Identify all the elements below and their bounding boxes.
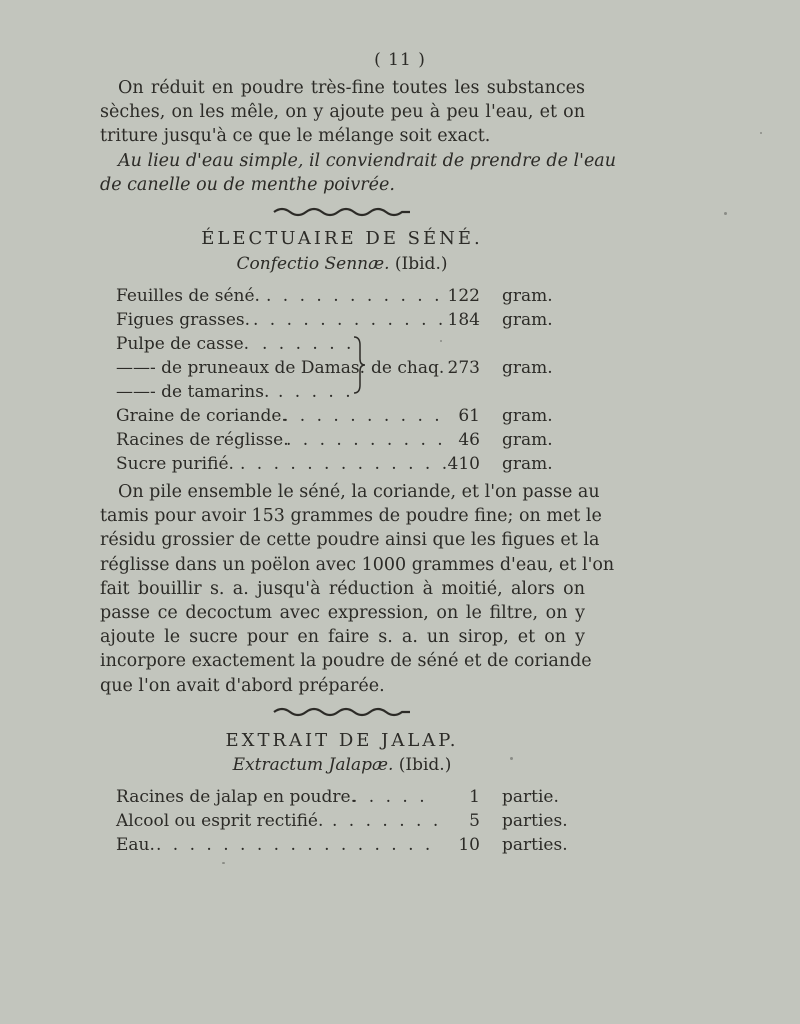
- ingredient-name: Figues grasses.: [116, 310, 251, 330]
- ingredient-row: [116, 380, 548, 404]
- paper-speck: [222, 862, 225, 864]
- leader-dots: . . . . . . .: [332, 811, 442, 831]
- ingredient-name: Eau.: [116, 835, 155, 855]
- ingredient-unit: parties.: [502, 811, 568, 831]
- paper-speck: [724, 212, 727, 215]
- ingredient-name: Racines de réglisse.: [116, 430, 289, 450]
- ingredient-unit: gram.: [502, 286, 553, 306]
- reference: (Ibid.): [394, 254, 448, 274]
- ingredient-unit: partie.: [502, 787, 559, 807]
- text-line: de canelle ou de menthe poivrée.: [100, 175, 395, 196]
- paper-speck: [760, 132, 762, 134]
- ingredient-unit: gram.: [502, 310, 553, 330]
- section-subtitle: [0, 254, 684, 274]
- paper-speck: [510, 757, 513, 760]
- leader-dots: . . . . . .: [262, 334, 355, 354]
- leader-dots: . . . . . . . . . . . . .: [240, 454, 451, 474]
- ingredient-name: ——- de pruneaux de Damas.: [116, 358, 366, 378]
- leader-dots: . . . . . . . . . . .: [266, 286, 443, 306]
- text-line: sèches, on les mêle, on y ajoute peu à peu l'eau, et on: [100, 102, 585, 123]
- wavy-rule-icon: [272, 706, 412, 718]
- ingredient-qty: 46: [458, 430, 480, 450]
- leader-dots: . . . . .: [352, 787, 428, 807]
- ingredient-qty: 1: [469, 787, 480, 807]
- leader-dots: . . . . . . . . . . . .: [253, 310, 447, 330]
- leader-dots: . . . . .: [278, 382, 354, 402]
- ingredient-name: Pulpe de casse.: [116, 334, 250, 354]
- text-line: réglisse dans un poëlon avec 1000 grammes d'eau, et l'on: [100, 554, 615, 575]
- latin-name: Extractum Jalapæ.: [232, 755, 394, 775]
- grouped-quantity: [116, 356, 553, 380]
- ingredient-unit: parties.: [502, 835, 568, 855]
- text-line: passe ce decoctum avec expression, on le filtre, on y: [100, 602, 585, 623]
- intro-paragraph: [100, 76, 585, 149]
- grouped-qty: 273: [447, 358, 480, 378]
- page-number: ( 11 ): [374, 50, 426, 70]
- grouped-label: de chaq.: [371, 358, 445, 378]
- ingredient-row: [116, 833, 568, 857]
- latin-name: Confectio Sennæ.: [236, 254, 390, 274]
- text-line: Au lieu d'eau simple, il conviendrait de prendre de l'eau: [118, 151, 617, 171]
- wavy-rule-icon: [272, 206, 412, 218]
- text-line: fait bouillir s. a. jusqu'à réduction à moitié, alors on: [100, 578, 585, 599]
- ingredient-row: [116, 452, 553, 476]
- ingredient-qty: 184: [447, 310, 480, 330]
- paper-speck: [440, 340, 442, 342]
- ingredient-name: ——- de tamarins.: [116, 382, 270, 402]
- text-line: incorpore exactement la poudre de séné et de coriande: [100, 651, 592, 672]
- ingredient-qty: 10: [458, 835, 480, 855]
- text-line: que l'on avait d'abord préparée.: [100, 675, 385, 696]
- ingredient-qty: 122: [447, 286, 480, 306]
- ingredient-row: [116, 428, 553, 452]
- text-line: triture jusqu'à ce que le mélange soit exact.: [100, 126, 491, 147]
- leader-dots: . . . . . . . . . .: [283, 406, 443, 426]
- ingredient-qty: 410: [447, 454, 480, 474]
- ingredient-unit: gram.: [502, 406, 553, 426]
- method-paragraph: [100, 480, 615, 698]
- ingredient-name: Alcool ou esprit rectifié.: [116, 811, 324, 831]
- leader-dots: . . . . . . . . . .: [286, 430, 446, 450]
- ingredient-row: [116, 785, 559, 809]
- ingredient-qty: 61: [458, 406, 480, 426]
- ingredient-row: [116, 332, 548, 356]
- ingredient-name: Graine de coriande.: [116, 406, 287, 426]
- ingredient-name: Racines de jalap en poudre.: [116, 787, 356, 807]
- ingredient-name: Feuilles de séné.: [116, 286, 260, 306]
- ingredient-row: [116, 284, 553, 308]
- italic-note: [100, 149, 617, 197]
- text-line: tamis pour avoir 153 grammes de poudre fine; on met le: [100, 506, 602, 527]
- ingredient-unit: gram.: [502, 430, 553, 450]
- ingredient-row: [116, 809, 568, 833]
- text-line: On pile ensemble le séné, la coriande, et l'on passe au: [118, 482, 600, 502]
- ingredient-row: [116, 308, 553, 332]
- text-line: résidu grossier de cette poudre ainsi que les figues et la: [100, 530, 600, 551]
- leader-dots: . . . . . . . . . . . . . . . . .: [156, 835, 434, 855]
- ingredient-name: Sucre purifié.: [116, 454, 234, 474]
- section-subtitle: [0, 755, 684, 775]
- text-line: ajoute le sucre pour en faire s. a. un sirop, et on y: [100, 627, 585, 648]
- ingredient-qty: 5: [469, 811, 480, 831]
- section-title: EXTRAIT DE JALAP.: [225, 730, 459, 751]
- reference: (Ibid.): [398, 755, 452, 775]
- section-title: ÉLECTUAIRE DE SÉNÉ.: [201, 228, 483, 249]
- ingredient-unit: gram.: [502, 454, 553, 474]
- text-line: On réduit en poudre très-fine toutes les substances: [118, 78, 585, 98]
- grouped-unit: gram.: [502, 358, 553, 378]
- ingredient-row: [116, 404, 553, 428]
